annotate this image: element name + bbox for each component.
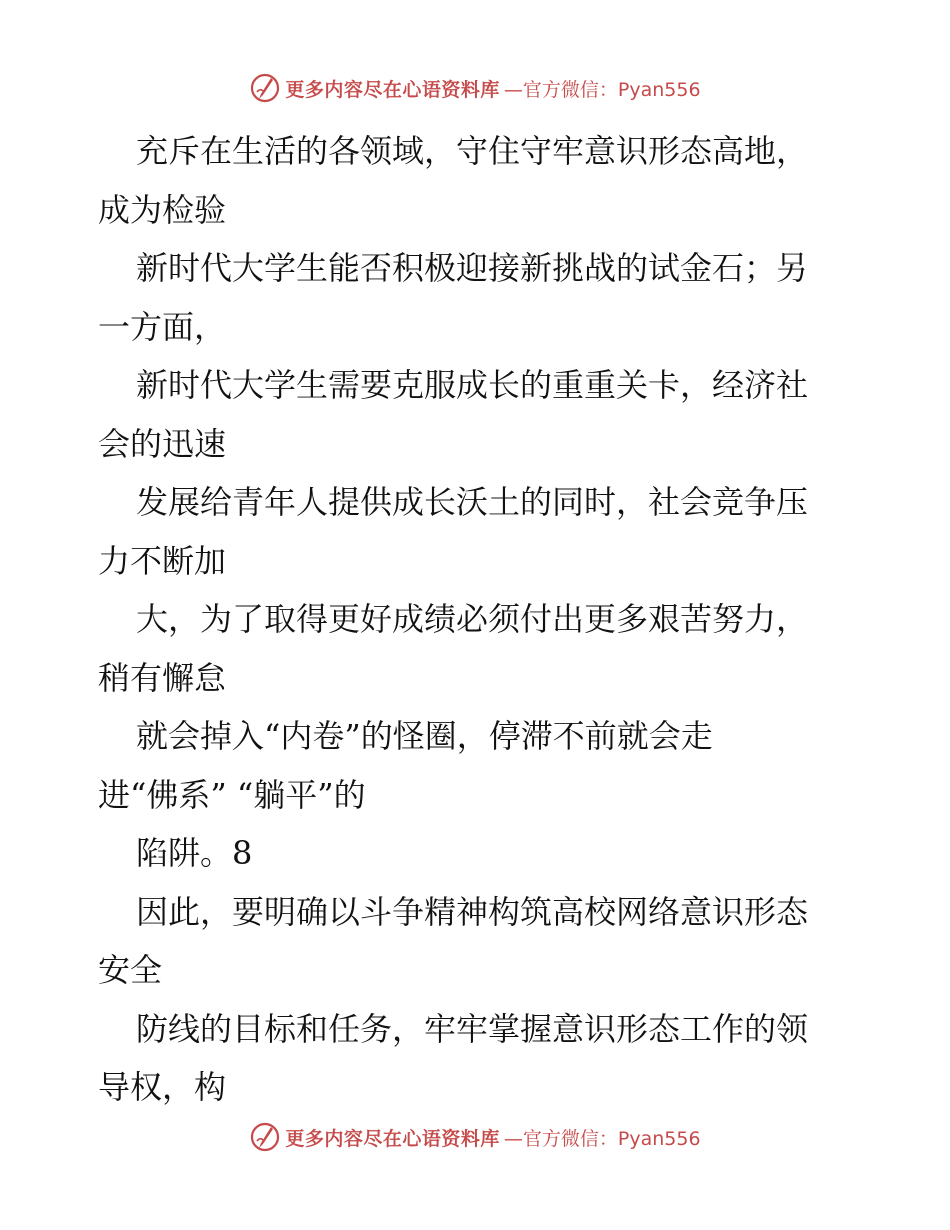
banner-text: 更多内容尽在心语资料库 — [285, 78, 500, 101]
text-line: 新时代大学生需要克服成长的重重关卡，经济社 — [136, 366, 809, 404]
text-line: 会的迅速 — [98, 424, 227, 463]
body-text — [98, 122, 858, 1117]
quill-pen-logo-icon — [249, 1121, 281, 1153]
text-line: 因此，要明确以斗争精神构筑高校网络意识形态 — [136, 892, 809, 931]
header-banner — [0, 72, 950, 104]
footer-banner — [0, 1121, 950, 1153]
text-line: 一方面， — [98, 307, 227, 346]
banner-wechat-text: —官方微信：Pyan556 — [503, 1127, 701, 1150]
text-line: 发展给青年人提供成长沃土的同时，社会竞争压 — [136, 483, 809, 521]
text-line: 稍有懈怠 — [98, 658, 227, 697]
text-line: 成为检验 — [98, 190, 227, 229]
text-line: 导权，构 — [98, 1068, 227, 1106]
text-line: 就会掉入“内卷”的怪圈，停滞不前就会走 — [136, 717, 713, 755]
banner-wechat-text: —官方微信：Pyan556 — [503, 78, 701, 101]
text-line: 进“佛系” “躺平”的 — [98, 775, 366, 814]
text-line: 安全 — [98, 951, 163, 989]
text-line: 陷阱。8 — [136, 834, 253, 872]
text-line: 防线的目标和任务，牢牢掌握意识形态工作的领 — [136, 1009, 809, 1048]
quill-pen-logo-icon — [249, 72, 281, 104]
text-line: 新时代大学生能否积极迎接新挑战的试金石；另 — [136, 249, 809, 287]
banner-text: 更多内容尽在心语资料库 — [285, 1127, 500, 1150]
text-line: 大，为了取得更好成绩必须付出更多艰苦努力， — [136, 600, 809, 638]
text-line: 力不断加 — [98, 541, 227, 580]
text-line: 充斥在生活的各领域，守住守牢意识形态高地， — [136, 132, 809, 170]
